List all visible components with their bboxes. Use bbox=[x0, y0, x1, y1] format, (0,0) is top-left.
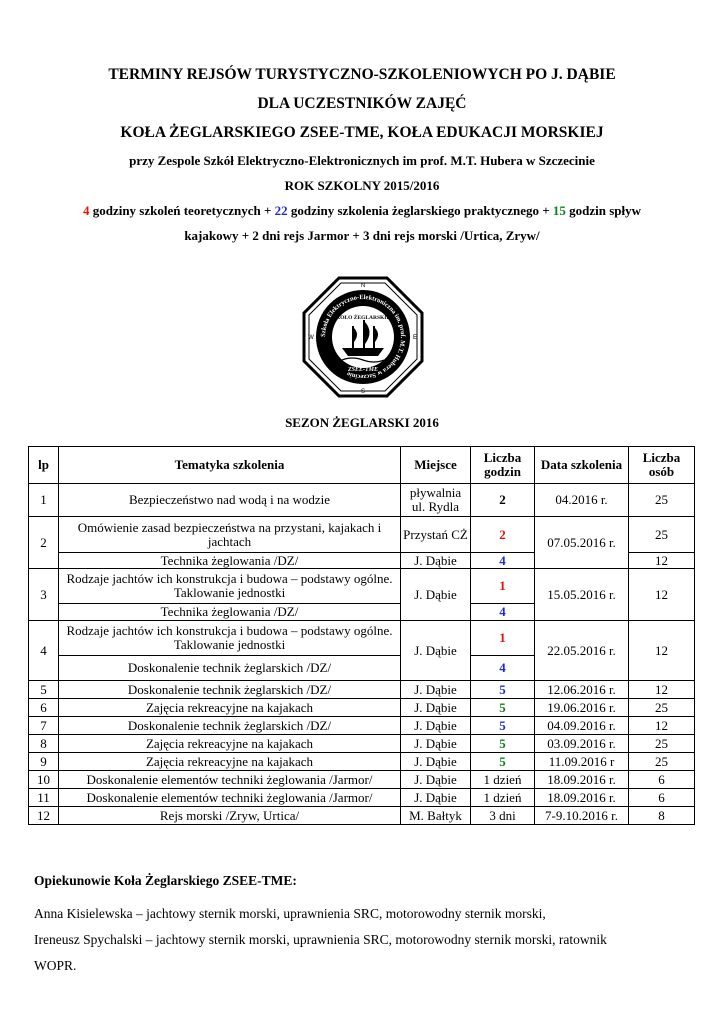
table-row: 9 Zajęcia rekreacyjne na kajakach J. Dąbie 5 11.09.2016 r 25 bbox=[29, 753, 695, 771]
table-row: Technika żeglowania /DZ/ J. Dąbie 4 12 bbox=[29, 553, 695, 569]
title-line-1: TERMINY REJSÓW TURYSTYCZNO-SZKOLENIOWYCH PO J. DĄBIE bbox=[108, 66, 616, 83]
logo-letter-s: S bbox=[360, 389, 366, 395]
table-row: 12 Rejs morski /Zryw, Urtica/ M. Bałtyk 3 dni 7-9.10.2016 r. 8 bbox=[29, 807, 695, 825]
table-row: 1 Bezpieczeństwo nad wodą i na wodzie pływalnia ul. Rydla 2 04.2016 r. 25 bbox=[29, 484, 695, 517]
subtitle-year: ROK SZKOLNY 2015/2016 bbox=[284, 178, 440, 193]
logo-ring-text: Szkoła Elektryczno-Elektroniczna im. prof. M.T. Hubera w Szczecinie bbox=[319, 293, 407, 381]
logo-bottom-text: ZSEE-TME bbox=[347, 367, 379, 373]
title-line-3: KOŁA ŻEGLARSKIEGO ZSEE-TME, KOŁA EDUKACJI MORSKIEJ bbox=[120, 124, 604, 141]
title-line-2: DLA UCZESTNIKÓW ZAJĘĆ bbox=[257, 95, 467, 112]
header-lp: lp bbox=[29, 447, 59, 484]
schedule-table bbox=[28, 446, 695, 825]
table-row: Technika żeglowania /DZ/ 4 bbox=[29, 604, 695, 621]
header-hours: Liczba godzin bbox=[471, 447, 535, 484]
supervisors-title: Opiekunowie Koła Żeglarskiego ZSEE-TME: bbox=[34, 873, 297, 888]
season-title: SEZON ŻEGLARSKI 2016 bbox=[285, 415, 439, 430]
table-row: 3 Rodzaje jachtów ich konstrukcja i budowa – podstawy ogólne. Taklowanie jednostki J. Dąbie 1 15.05.2016 r. 12 bbox=[29, 569, 695, 604]
table-row: 7 Doskonalenie technik żeglarskich /DZ/ J. Dąbie 5 04.09.2016 r. 12 bbox=[29, 717, 695, 735]
header-topic: Tematyka szkolenia bbox=[59, 447, 401, 484]
logo-center-text: KOŁO ŻEGLARSKIE bbox=[335, 315, 391, 321]
table-row: 11 Doskonalenie elementów techniki żeglowania /Jarmor/ J. Dąbie 1 dzień 18.09.2016 r. 6 bbox=[29, 789, 695, 807]
logo-letter-n: N bbox=[360, 283, 366, 289]
sailing-club-emblem-icon bbox=[302, 276, 424, 398]
logo-letter-w: W bbox=[308, 335, 314, 341]
summary-kayak-hours: 15 bbox=[552, 203, 566, 218]
summary-line-1: 4 godziny szkoleń teoretycznych + 22 godziny szkolenia żeglarskiego praktycznego + 15 godzin spływ bbox=[82, 203, 642, 218]
header-place: Miejsce bbox=[401, 447, 471, 484]
supervisor-1: Anna Kisielewska – jachtowy sternik morski, uprawnienia SRC, motorowodny sternik morski, bbox=[34, 906, 546, 921]
table-row: 4 Rodzaje jachtów ich konstrukcja i budowa – podstawy ogólne. Taklowanie jednostki J. Dąbie 1 22.05.2016 r. 12 bbox=[29, 621, 695, 656]
summary-line-2: kajakowy + 2 dni rejs Jarmor + 3 dni rejs morski /Urtica, Zryw/ bbox=[184, 228, 540, 243]
table-row: 2 Omówienie zasad bezpieczeństwa na przystani, kajakach i jachtach Przystań CŻ 2 07.05.2016 r. 25 bbox=[29, 517, 695, 553]
summary-practice-hours: 22 bbox=[274, 203, 288, 218]
header-date: Data szkolenia bbox=[535, 447, 629, 484]
table-row: 5 Doskonalenie technik żeglarskich /DZ/ J. Dąbie 5 12.06.2016 r. 12 bbox=[29, 681, 695, 699]
table-header-row bbox=[29, 447, 695, 484]
supervisor-2: Ireneusz Spychalski – jachtowy sternik morski, uprawnienia SRC, motorowodny sternik morski, ratownik bbox=[34, 932, 607, 947]
table-row: 10 Doskonalenie elementów techniki żeglowania /Jarmor/ J. Dąbie 1 dzień 18.09.2016 r. 6 bbox=[29, 771, 695, 789]
table-row: Doskonalenie technik żeglarskich /DZ/ 4 bbox=[29, 656, 695, 681]
logo-letter-e: E bbox=[412, 335, 418, 341]
header-people: Liczba osób bbox=[629, 447, 695, 484]
table-row: 6 Zajęcia rekreacyjne na kajakach J. Dąbie 5 19.06.2016 r. 25 bbox=[29, 699, 695, 717]
subtitle-school: przy Zespole Szkół Elektryczno-Elektronicznych im prof. M.T. Hubera w Szczecinie bbox=[129, 153, 595, 168]
table-row: 8 Zajęcia rekreacyjne na kajakach J. Dąbie 5 03.09.2016 r. 25 bbox=[29, 735, 695, 753]
supervisor-2-cont: WOPR. bbox=[34, 958, 77, 973]
summary-theory-hours: 4 bbox=[82, 203, 90, 218]
